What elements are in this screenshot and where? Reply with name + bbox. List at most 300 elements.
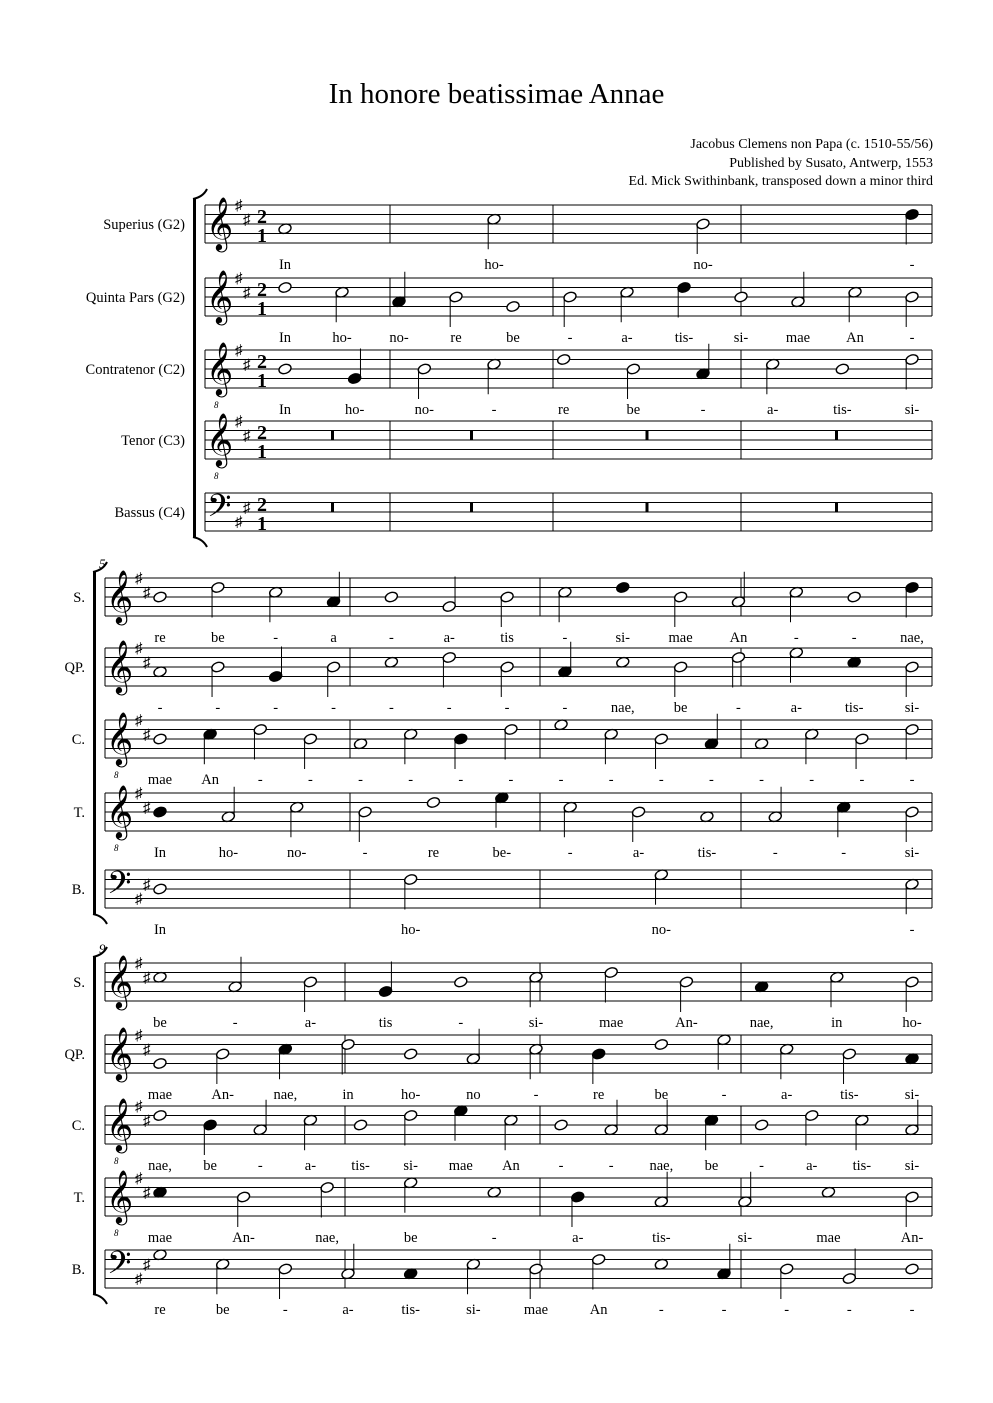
lyric-syllable: be xyxy=(654,1087,669,1103)
lyric-syllable: be xyxy=(203,1158,217,1174)
treble-clef-icon: 𝄞 xyxy=(206,343,234,395)
notehead xyxy=(153,733,168,746)
lyric-syllable: nae, xyxy=(610,700,635,716)
time-signature-bottom: 1 xyxy=(257,441,267,463)
notehead xyxy=(353,1119,368,1132)
lyric-syllable: ho- xyxy=(400,1087,421,1103)
lyric-syllable: mae xyxy=(785,330,811,346)
staff-label: C. xyxy=(71,732,85,748)
sharp-icon: ♯ xyxy=(143,1042,151,1059)
lyric-syllable: si- xyxy=(904,1087,920,1103)
lyric-syllable: tis- xyxy=(852,1158,872,1174)
notehead xyxy=(673,661,688,674)
lyric-syllable: a- xyxy=(781,1087,793,1103)
notehead xyxy=(654,1038,669,1051)
notehead xyxy=(563,291,578,304)
lyric-syllable: - xyxy=(909,1302,915,1318)
time-signature-bottom: 1 xyxy=(257,513,267,535)
lyric-syllable: An xyxy=(502,1158,520,1174)
octave-mark: 8 xyxy=(214,471,219,481)
lyric-syllable: - xyxy=(232,1015,238,1031)
publisher-credit: Published by Susato, Antwerp, 1553 xyxy=(729,156,933,171)
lyric-syllable: be xyxy=(211,630,225,646)
notehead xyxy=(153,1109,168,1122)
sharp-icon: ♯ xyxy=(235,271,243,287)
lyric-syllable: - xyxy=(504,700,510,716)
lyric-syllable: - xyxy=(273,700,279,716)
staff-label: Contratenor (C2) xyxy=(85,362,185,378)
notehead xyxy=(326,661,341,674)
lyric-syllable: be xyxy=(506,330,520,346)
lyric-syllable: In xyxy=(153,845,167,861)
sharp-icon: ♯ xyxy=(143,800,151,817)
lyric-syllable: no xyxy=(466,1087,481,1103)
lyric-syllable: si- xyxy=(403,1158,418,1174)
notehead xyxy=(203,1119,218,1132)
treble-clef-icon: 𝄞 xyxy=(106,641,134,693)
lyric-syllable: tis- xyxy=(652,1230,671,1246)
notehead xyxy=(278,1263,293,1276)
measure-rest xyxy=(470,431,473,441)
lyric-syllable: - xyxy=(841,845,847,861)
lyric-syllable: - xyxy=(567,845,573,861)
measure-rest xyxy=(835,503,838,513)
sharp-icon: ♯ xyxy=(135,891,143,908)
lyric-syllable: - xyxy=(608,1158,614,1174)
system-bracket xyxy=(193,199,196,537)
sharp-icon: ♯ xyxy=(135,1271,143,1288)
time-signature-bottom: 1 xyxy=(257,298,267,320)
staff-label: Bassus (C4) xyxy=(114,505,185,521)
time-signature-top: 2 xyxy=(257,279,267,301)
measure-rest xyxy=(835,431,838,441)
staff-label: S. xyxy=(73,975,85,991)
lyric-syllable: ho- xyxy=(400,922,421,938)
notehead xyxy=(905,723,920,736)
treble-clef-icon: 𝄞 xyxy=(106,571,134,623)
sharp-icon: ♯ xyxy=(143,1113,151,1130)
lyric-syllable: - xyxy=(558,1158,564,1174)
lyric-syllable: nae, xyxy=(900,630,924,646)
notehead xyxy=(734,291,749,304)
notehead xyxy=(529,1263,544,1276)
sharp-icon: ♯ xyxy=(135,786,143,802)
lyric-syllable: no- xyxy=(693,257,713,273)
lyric-syllable: tis xyxy=(500,630,514,646)
lyric-syllable: In xyxy=(278,257,292,273)
staff-label: T. xyxy=(73,805,85,821)
notehead xyxy=(215,1048,230,1061)
notehead xyxy=(779,1263,794,1276)
lyric-syllable: no- xyxy=(414,402,435,418)
sharp-icon: ♯ xyxy=(135,571,143,587)
lyric-syllable: - xyxy=(736,700,741,716)
lyric-syllable: nae, xyxy=(273,1087,298,1103)
lyric-syllable: re xyxy=(558,402,570,418)
notehead xyxy=(654,733,669,746)
lyric-syllable: re xyxy=(154,630,166,646)
lyric-syllable: tis- xyxy=(844,700,864,716)
sharp-icon: ♯ xyxy=(243,500,251,517)
lyric-syllable: ho- xyxy=(484,257,504,273)
lyric-syllable: In xyxy=(278,402,292,418)
sharp-icon: ♯ xyxy=(143,727,151,744)
lyric-syllable: tis- xyxy=(401,1302,420,1318)
octave-mark: 8 xyxy=(114,1156,119,1166)
sharp-icon: ♯ xyxy=(243,428,251,445)
notehead xyxy=(426,796,441,809)
lyric-syllable: An xyxy=(846,330,864,346)
lyric-syllable: - xyxy=(793,630,799,646)
lyric-syllable: - xyxy=(759,772,765,788)
notehead xyxy=(153,591,168,604)
notehead xyxy=(905,291,920,304)
notehead xyxy=(347,372,362,385)
lyric-syllable: be xyxy=(153,1015,167,1031)
lyric-syllable: no- xyxy=(389,330,409,346)
notehead xyxy=(403,873,418,886)
treble-clef-icon: 𝄞 xyxy=(206,271,234,323)
lyric-syllable: a- xyxy=(304,1158,317,1174)
sharp-icon: ♯ xyxy=(143,1185,151,1202)
lyric-syllable: - xyxy=(257,1158,263,1174)
staff-label: QP. xyxy=(64,660,85,676)
sharp-icon: ♯ xyxy=(143,877,151,894)
notehead xyxy=(570,1191,585,1204)
notehead xyxy=(442,600,457,613)
notehead xyxy=(731,651,746,664)
lyric-syllable: si- xyxy=(737,1230,753,1246)
measure-number: 9 xyxy=(99,941,106,956)
lyric-syllable: - xyxy=(458,772,464,788)
lyric-syllable: nae, xyxy=(315,1230,339,1246)
lyric-syllable: - xyxy=(909,330,915,346)
notehead xyxy=(211,661,226,674)
lyric-syllable: - xyxy=(809,772,815,788)
lyric-syllable: be xyxy=(215,1302,230,1318)
staff-label: C. xyxy=(71,1118,85,1134)
notehead xyxy=(500,591,515,604)
lyric-syllable: An- xyxy=(232,1230,255,1246)
notehead xyxy=(835,363,850,376)
lyric-syllable: - xyxy=(157,700,163,716)
lyric-syllable: - xyxy=(772,845,778,861)
lyric-syllable: a- xyxy=(443,630,455,646)
lyric-syllable: a- xyxy=(806,1158,818,1174)
staff-label: B. xyxy=(71,882,85,898)
time-signature-bottom: 1 xyxy=(257,370,267,392)
lyric-syllable: - xyxy=(257,772,263,788)
lyric-syllable: - xyxy=(567,330,573,346)
lyric-syllable: be xyxy=(626,402,641,418)
bracket-hook-top xyxy=(193,189,207,199)
lyric-syllable: be xyxy=(673,700,688,716)
notehead xyxy=(905,661,920,674)
time-signature-top: 2 xyxy=(257,206,267,228)
lyric-syllable: si- xyxy=(466,1302,481,1318)
lyric-syllable: - xyxy=(562,700,568,716)
lyric-syllable: si- xyxy=(904,845,920,861)
sharp-icon: ♯ xyxy=(243,212,251,229)
lyric-syllable: mae xyxy=(147,1230,173,1246)
lyric-syllable: a- xyxy=(632,845,645,861)
sharp-icon: ♯ xyxy=(143,970,151,987)
lyric-syllable: An xyxy=(729,630,748,646)
notehead xyxy=(506,300,521,313)
notehead xyxy=(626,363,641,376)
notehead xyxy=(153,883,168,896)
editor-credit: Ed. Mick Swithinbank, transposed down a minor third xyxy=(628,174,933,189)
lyric-syllable: - xyxy=(851,630,857,646)
notehead xyxy=(554,1119,569,1132)
lyric-syllable: in xyxy=(831,1015,843,1031)
notehead xyxy=(631,806,646,819)
staff-label: S. xyxy=(73,590,85,606)
lyric-syllable: a- xyxy=(572,1230,584,1246)
notehead xyxy=(403,1109,418,1122)
notehead xyxy=(442,651,457,664)
lyric-syllable: - xyxy=(721,1087,727,1103)
treble-clef-icon: 𝄞 xyxy=(206,414,234,466)
measure-rest xyxy=(331,503,334,513)
sharp-icon: ♯ xyxy=(135,956,143,972)
lyric-syllable: - xyxy=(331,700,336,716)
lyric-syllable: mae xyxy=(147,772,173,788)
lyric-syllable: - xyxy=(446,700,452,716)
sharp-icon: ♯ xyxy=(243,357,251,374)
lyric-syllable: - xyxy=(533,1087,539,1103)
lyric-syllable: - xyxy=(307,772,313,788)
measure-rest xyxy=(646,431,649,441)
lyric-syllable: - xyxy=(909,772,915,788)
notehead xyxy=(905,1191,920,1204)
staff-label: T. xyxy=(73,1190,85,1206)
lyric-syllable: no- xyxy=(287,845,307,861)
lyric-syllable: - xyxy=(700,402,706,418)
lyric-syllable: a- xyxy=(621,330,633,346)
lyric-syllable: - xyxy=(282,1302,288,1318)
notehead xyxy=(500,661,515,674)
score-title: In honore beatissimae Annae xyxy=(328,78,665,110)
lyric-syllable: - xyxy=(784,1302,790,1318)
notehead xyxy=(677,281,692,294)
notehead xyxy=(417,363,432,376)
notehead xyxy=(673,591,688,604)
notehead xyxy=(842,1272,857,1285)
sharp-icon: ♯ xyxy=(235,343,243,359)
lyric-syllable: - xyxy=(558,772,564,788)
lyric-syllable: ho- xyxy=(218,845,239,861)
lyric-syllable: - xyxy=(491,402,497,418)
lyric-syllable: - xyxy=(215,700,221,716)
treble-clef-icon: 𝄞 xyxy=(106,786,134,838)
notehead xyxy=(453,733,468,746)
lyric-syllable: a- xyxy=(304,1015,317,1031)
lyric-syllable: - xyxy=(273,630,279,646)
sharp-icon: ♯ xyxy=(135,641,143,657)
lyric-syllable: - xyxy=(562,630,568,646)
notehead xyxy=(905,806,920,819)
staff-label: Superius (G2) xyxy=(103,217,185,233)
bracket-hook-bottom xyxy=(93,1294,107,1304)
treble-clef-icon: 𝄞 xyxy=(106,1099,134,1151)
lyric-syllable: mae xyxy=(147,1087,173,1103)
lyric-syllable: a- xyxy=(790,700,802,716)
lyric-syllable: si- xyxy=(528,1015,544,1031)
lyric-syllable: nae, xyxy=(649,1158,674,1174)
sharp-icon: ♯ xyxy=(135,1028,143,1044)
lyric-syllable: si- xyxy=(615,630,631,646)
notehead xyxy=(556,353,571,366)
notehead xyxy=(855,733,870,746)
notehead xyxy=(320,1181,335,1194)
notehead xyxy=(615,581,630,594)
notehead xyxy=(696,218,711,231)
time-signature-bottom: 1 xyxy=(257,225,267,247)
lyric-syllable: si- xyxy=(904,1158,920,1174)
measure-number: 5 xyxy=(99,556,106,571)
lyric-syllable: a xyxy=(330,630,337,646)
bracket-hook-bottom xyxy=(93,914,107,924)
treble-clef-icon: 𝄞 xyxy=(206,198,234,250)
notehead xyxy=(905,1263,920,1276)
notehead xyxy=(905,976,920,989)
measure-rest xyxy=(331,431,334,441)
notehead xyxy=(449,291,464,304)
time-signature-top: 2 xyxy=(257,494,267,516)
lyric-syllable: - xyxy=(658,1302,664,1318)
bass-clef-icon: 𝄢 xyxy=(107,1246,132,1289)
lyric-syllable: be xyxy=(704,1158,719,1174)
sharp-icon: ♯ xyxy=(235,414,243,430)
bass-clef-icon: 𝄢 xyxy=(207,489,232,532)
notehead xyxy=(358,806,373,819)
lyric-syllable: tis- xyxy=(840,1087,859,1103)
lyric-syllable: - xyxy=(508,772,514,788)
notehead xyxy=(253,723,268,736)
lyric-syllable: - xyxy=(909,922,915,938)
treble-clef-icon: 𝄞 xyxy=(106,1171,134,1223)
notehead xyxy=(384,591,399,604)
sharp-icon: ♯ xyxy=(135,1171,143,1187)
sharp-icon: ♯ xyxy=(135,1099,143,1115)
notehead xyxy=(268,670,283,683)
lyric-syllable: mae xyxy=(599,1015,624,1031)
notehead xyxy=(604,966,619,979)
notehead xyxy=(303,976,318,989)
notehead xyxy=(278,363,293,376)
lyric-syllable: tis- xyxy=(833,402,852,418)
lyric-syllable: si- xyxy=(904,700,920,716)
lyric-syllable: - xyxy=(458,1015,464,1031)
lyric-syllable: be xyxy=(403,1230,418,1246)
treble-clef-icon: 𝄞 xyxy=(106,956,134,1008)
notehead xyxy=(341,1038,356,1051)
lyric-syllable: be- xyxy=(492,845,512,861)
staff-label: Tenor (C3) xyxy=(121,433,185,449)
lyric-syllable: mae xyxy=(816,1230,841,1246)
lyric-syllable: in xyxy=(342,1087,354,1103)
notehead xyxy=(378,985,393,998)
notehead xyxy=(905,353,920,366)
notehead xyxy=(804,1109,819,1122)
lyric-syllable: nae, xyxy=(749,1015,774,1031)
lyric-syllable: tis- xyxy=(697,845,717,861)
staff-label: B. xyxy=(71,1262,85,1278)
notehead xyxy=(679,976,694,989)
system-bracket xyxy=(93,957,96,1294)
lyric-syllable: re xyxy=(593,1087,605,1103)
measure-rest xyxy=(470,503,473,513)
sharp-icon: ♯ xyxy=(143,1257,151,1274)
octave-mark: 8 xyxy=(114,843,119,853)
measure-rest xyxy=(646,503,649,513)
lyric-syllable: In xyxy=(278,330,292,346)
lyric-syllable: tis- xyxy=(351,1158,370,1174)
composer-credit: Jacobus Clemens non Papa (c. 1510-55/56) xyxy=(690,137,933,152)
notehead xyxy=(303,733,318,746)
octave-mark: 8 xyxy=(114,1228,119,1238)
sharp-icon: ♯ xyxy=(135,713,143,729)
lyric-syllable: - xyxy=(658,772,664,788)
lyric-syllable: mae xyxy=(668,630,693,646)
lyric-syllable: - xyxy=(909,257,915,273)
lyric-syllable: - xyxy=(859,772,865,788)
notehead xyxy=(591,1253,606,1266)
notehead xyxy=(847,591,862,604)
lyric-syllable: re xyxy=(427,845,440,861)
notehead xyxy=(236,1191,251,1204)
treble-clef-icon: 𝄞 xyxy=(106,1028,134,1080)
time-signature-top: 2 xyxy=(257,422,267,444)
staff-label: QP. xyxy=(64,1047,85,1063)
lyric-syllable: mae xyxy=(523,1302,549,1318)
lyric-syllable: ho- xyxy=(902,1015,922,1031)
lyric-syllable: re xyxy=(450,330,462,346)
sharp-icon: ♯ xyxy=(143,655,151,672)
lyric-syllable: ho- xyxy=(344,402,365,418)
lyric-syllable: - xyxy=(608,772,614,788)
treble-clef-icon: 𝄞 xyxy=(106,713,134,765)
lyric-syllable: An- xyxy=(900,1230,924,1246)
lyric-syllable: no- xyxy=(651,922,672,938)
octave-mark: 8 xyxy=(214,400,219,410)
bracket-hook-bottom xyxy=(193,537,207,547)
lyric-syllable: a- xyxy=(342,1302,354,1318)
lyric-syllable: An xyxy=(589,1302,608,1318)
lyric-syllable: mae xyxy=(448,1158,473,1174)
lyric-syllable: tis xyxy=(378,1015,393,1031)
lyric-syllable: An xyxy=(201,772,220,788)
lyric-syllable: - xyxy=(709,772,714,788)
notehead xyxy=(453,976,468,989)
lyric-syllable: - xyxy=(388,700,394,716)
lyric-syllable: re xyxy=(154,1302,166,1318)
lyric-syllable: - xyxy=(846,1302,852,1318)
notehead xyxy=(153,1057,168,1070)
notehead xyxy=(403,1048,418,1061)
lyric-syllable: - xyxy=(358,772,363,788)
lyric-syllable: - xyxy=(408,772,414,788)
sharp-icon: ♯ xyxy=(235,514,243,531)
sharp-icon: ♯ xyxy=(243,285,251,302)
notehead xyxy=(754,1119,769,1132)
lyric-syllable: - xyxy=(759,1158,765,1174)
lyric-syllable: tis- xyxy=(674,330,694,346)
lyric-syllable: a- xyxy=(767,402,779,418)
lyric-syllable: - xyxy=(491,1230,497,1246)
lyric-syllable: si- xyxy=(733,330,749,346)
